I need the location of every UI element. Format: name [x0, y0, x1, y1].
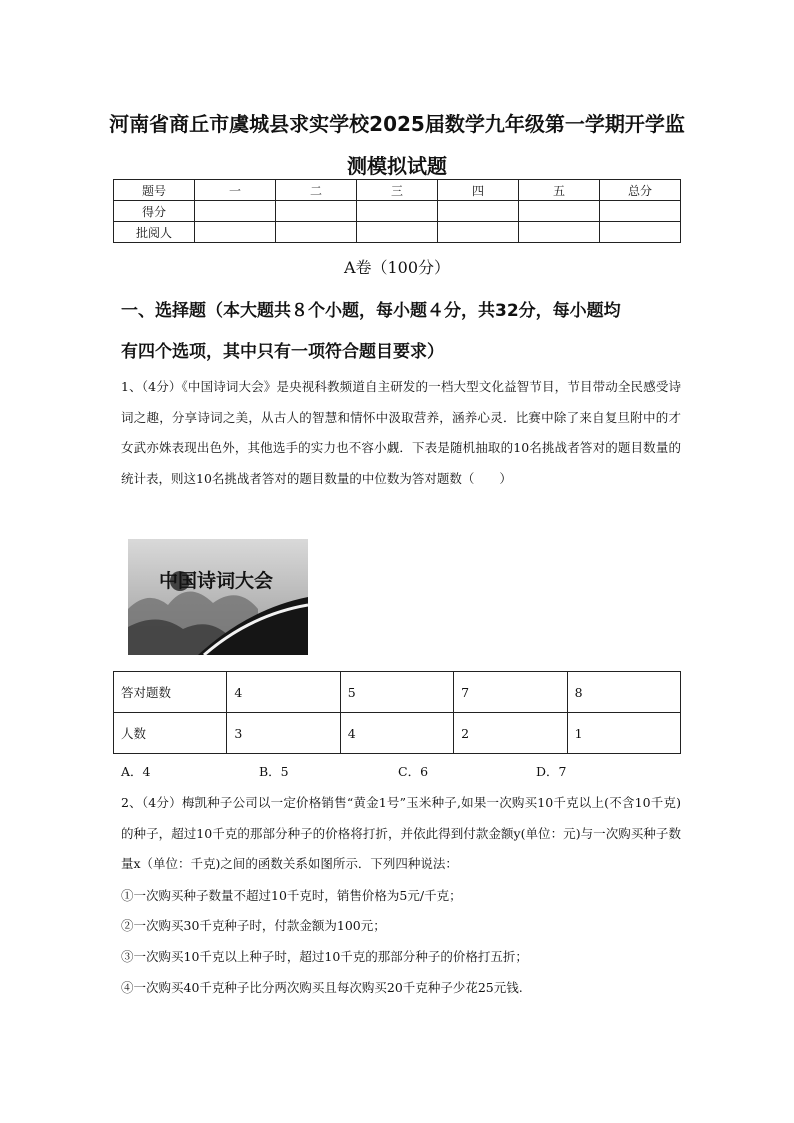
statement-1: ①一次购买种子数量不超过10千克时，销售价格为5元/千克； [121, 888, 462, 903]
score-table-header-row [114, 180, 681, 201]
table-cell: 4 [340, 713, 453, 754]
score-row-label: 批阅人 [114, 222, 195, 243]
page-title-line1: 河南省商丘市虞城县求实学校2025届数学九年级第一学期开学监 [109, 112, 685, 136]
statement-2: ②一次购买30千克种子时，付款金额为100元； [121, 918, 386, 933]
score-cell [519, 201, 600, 222]
table-row [114, 672, 681, 713]
question-2-text: 2、（4分）梅凯种子公司以一定价格销售“黄金1号”玉米种子,如果一次购买10千克以上(不含10千克)的种子，超过10千克的那部分种子的价格将打折，并依此得到付款金额y(单位：元)与一次购买种子数量x（单位：千克)之间的函数关系如图所示．下列四种说法： [121, 795, 681, 871]
score-cell [357, 222, 438, 243]
table-cell: 1 [567, 713, 680, 754]
poetry-conference-image [128, 539, 308, 655]
table-cell: 4 [227, 672, 340, 713]
score-cell [195, 201, 276, 222]
question-1-text: 1、（4分）《中国诗词大会》是央视科教频道自主研发的一档大型文化益智节目，节目带动全民感受诗词之趣，分享诗词之美，从古人的智慧和情怀中汲取营养，涵养心灵．比赛中除了来自复旦附中的才女武亦姝表现出色外，其他选手的实力也不容小觑．下表是随机抽取的10名挑战者答对的题目数量的统计表，则这10名挑战者答对的题目数量的中位数为答对题数（ ） [121, 379, 681, 486]
score-header-cell: 总分 [600, 180, 681, 201]
score-header-cell: 题号 [114, 180, 195, 201]
score-cell [438, 222, 519, 243]
table-cell: 5 [340, 672, 453, 713]
table-row-label: 人数 [114, 713, 227, 754]
score-row-label: 得分 [114, 201, 195, 222]
score-cell [357, 201, 438, 222]
section-a-title: A卷（100分） [343, 258, 451, 277]
table-cell: 8 [567, 672, 680, 713]
score-cell [600, 201, 681, 222]
score-header-cell: 二 [276, 180, 357, 201]
section-heading-line2: 有四个选项，其中只有一项符合题目要求） [121, 342, 444, 362]
score-header-cell: 四 [438, 180, 519, 201]
table-row-label: 答对题数 [114, 672, 227, 713]
score-cell [438, 201, 519, 222]
score-cell [195, 222, 276, 243]
score-header-cell: 五 [519, 180, 600, 201]
score-cell [276, 222, 357, 243]
page-title-line2: 测模拟试题 [347, 154, 447, 178]
question-1-data-table [113, 671, 681, 754]
score-cell [600, 222, 681, 243]
score-cell [519, 222, 600, 243]
score-header-cell: 三 [357, 180, 438, 201]
option-a: A．4 [121, 764, 151, 779]
option-c: C．6 [398, 764, 429, 779]
score-cell [276, 201, 357, 222]
table-cell: 3 [227, 713, 340, 754]
score-header-cell: 一 [195, 180, 276, 201]
section-heading-line1: 一、选择题（本大题共８个小题，每小题４分，共32分，每小题均 [121, 301, 621, 321]
poetry-image-caption: 中国诗词大会 [158, 570, 274, 592]
table-row [114, 713, 681, 754]
statement-4: ④一次购买40千克种子比分两次购买且每次购买20千克种子少花25元钱. [121, 980, 523, 995]
score-table-row [114, 222, 681, 243]
statement-3: ③一次购买10千克以上种子时，超过10千克的那部分种子的价格打五折； [121, 949, 528, 964]
table-cell: 7 [454, 672, 567, 713]
table-cell: 2 [454, 713, 567, 754]
score-table-row [114, 201, 681, 222]
option-b: B．5 [259, 764, 289, 779]
option-d: D．7 [536, 764, 567, 779]
score-table [113, 179, 681, 243]
